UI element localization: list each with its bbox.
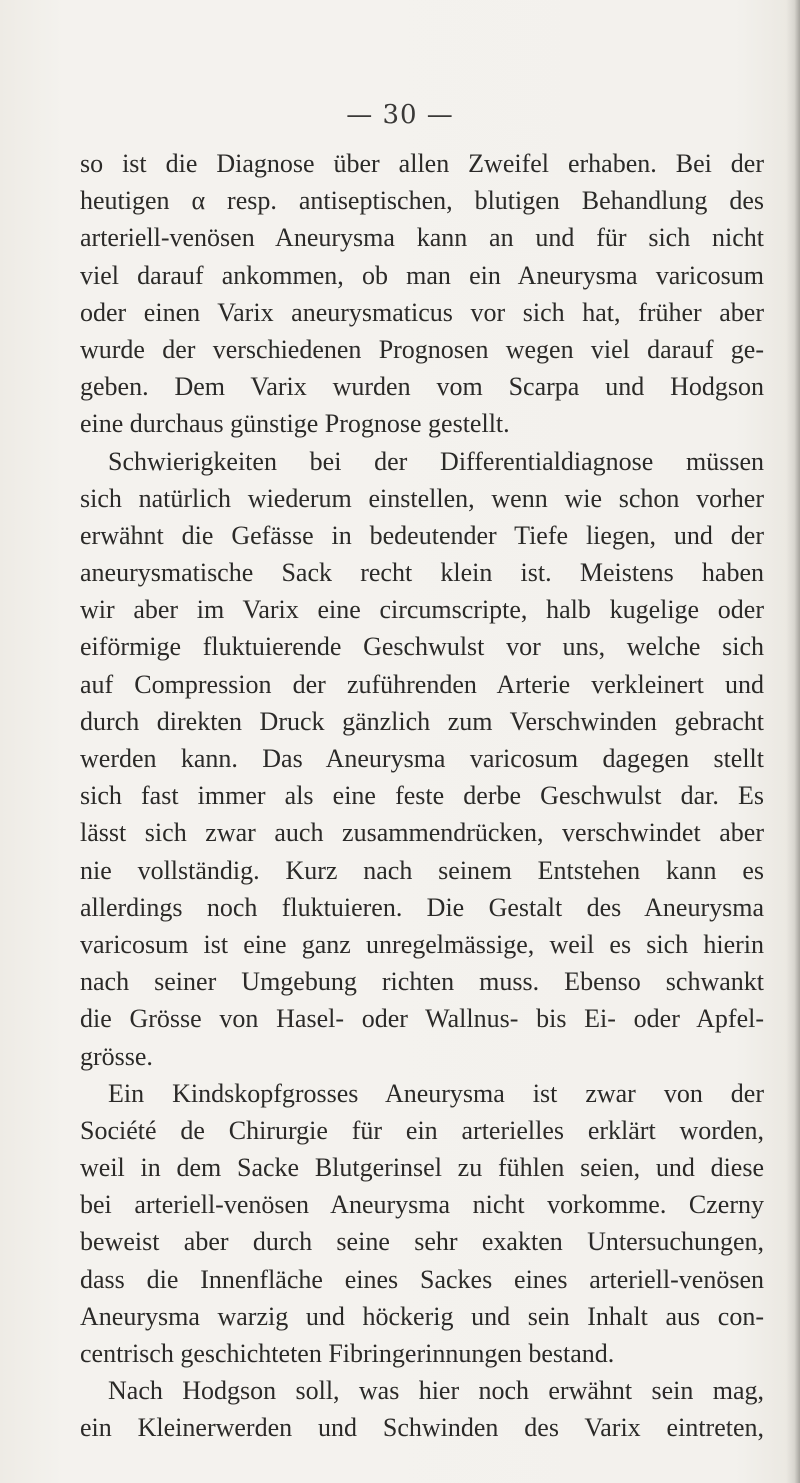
text-line: geben. Dem Varix wurden vom Scarpa und Hodgson <box>80 372 764 402</box>
text-line: Ein Kindskopfgrosses Aneurysma ist zwar von der <box>108 1078 764 1108</box>
text-line: Aneurysma warzig und höckerig und sein Inhalt aus con- <box>80 1301 764 1331</box>
text-line: Schwierigkeiten bei der Differentialdiagnose müssen <box>108 446 764 476</box>
text-line: werden kann. Das Aneurysma varicosum dagegen stellt <box>80 744 764 773</box>
text-line: beweist aber durch seine sehr exakten Untersuchungen, <box>80 1227 764 1257</box>
text-line: erwähnt die Gefässe in bedeutender Tiefe liegen, und der <box>80 520 764 550</box>
text-line: wir aber im Varix eine circumscripte, halb kugelige oder <box>80 595 764 625</box>
text-line: aneurysmatische Sack recht klein ist. Meistens haben <box>80 558 764 588</box>
text-line: nie vollständig. Kurz nach seinem Entstehen kann es <box>80 855 764 885</box>
text-line: durch direkten Druck gänzlich zum Verschwinden gebracht <box>80 706 764 736</box>
text-line: bei arteriell-venösen Aneurysma nicht vorkomme. Czerny <box>80 1190 764 1220</box>
text-line: ein Kleinerwerden und Schwinden des Varix eintreten, <box>80 1413 764 1443</box>
text-line: oder einen Varix aneurysmaticus vor sich hat, früher aber <box>80 297 764 327</box>
text-line: wurde der verschiedenen Prognosen wegen viel darauf ge- <box>80 334 764 364</box>
text-line: grösse. <box>80 1041 153 1071</box>
text-line: so ist die Diagnose über allen Zweifel erhaben. Bei der <box>80 149 764 178</box>
text-line: lässt sich zwar auch zusammendrücken, verschwindet aber <box>80 818 764 848</box>
text-line: varicosum ist eine ganz unregelmässige, weil es sich hierin <box>80 929 764 959</box>
page-number: — 30 — <box>346 100 454 130</box>
text-line: sich fast immer als eine feste derbe Geschwulst dar. Es <box>80 781 764 811</box>
text-line: allerdings noch fluktuieren. Die Gestalt des Aneurysma <box>80 892 764 922</box>
text-line: centrisch geschichteten Fibringerinnungen bestand. <box>80 1339 615 1368</box>
text-line: Société de Chirurgie für ein arterielles erklärt worden, <box>80 1115 764 1145</box>
text-line: sich natürlich wiederum einstellen, wenn wie schon vorher <box>80 483 764 513</box>
text-line: Nach Hodgson soll, was hier noch erwähnt sein mag, <box>108 1376 764 1406</box>
text-line: die Grösse von Hasel- oder Wallnus- bis Ei- oder Apfel- <box>80 1004 764 1034</box>
text-line: nach seiner Umgebung richten muss. Ebenso schwankt <box>80 967 764 997</box>
page-edge-shadow <box>786 0 800 1483</box>
text-line: dass die Innenfläche eines Sackes eines arteriell-venösen <box>80 1264 764 1294</box>
text-line: eiförmige fluktuierende Geschwulst vor uns, welche sich <box>80 632 764 662</box>
text-line: eine durchaus günstige Prognose gestellt. <box>80 409 510 439</box>
text-line: viel darauf ankommen, ob man ein Aneurysma varicosum <box>80 260 764 290</box>
text-line: arteriell-venösen Aneurysma kann an und für sich nicht <box>80 223 764 253</box>
body-text <box>80 145 764 1447</box>
text-line: heutigen α resp. antiseptischen, blutigen Behandlung des <box>80 186 764 216</box>
text-line: weil in dem Sacke Blutgerinsel zu fühlen seien, und diese <box>80 1153 764 1183</box>
text-line: auf Compression der zuführenden Arterie verkleinert und <box>80 669 764 699</box>
